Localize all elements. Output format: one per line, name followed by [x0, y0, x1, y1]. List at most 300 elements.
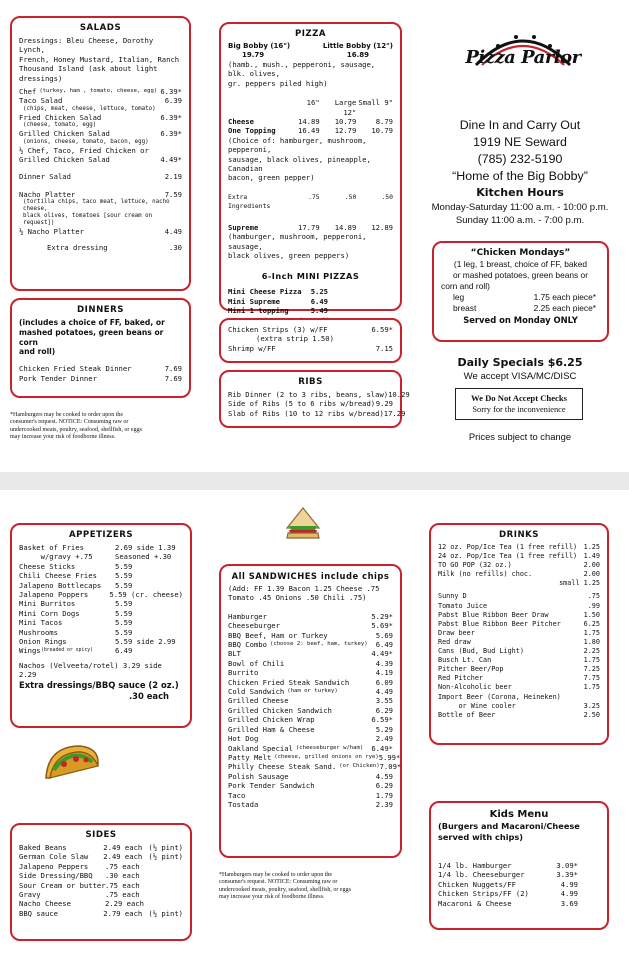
item-price: 6.59* — [371, 715, 393, 725]
item-name: Oakland Special — [228, 743, 293, 753]
item-note — [151, 862, 183, 871]
sandwich-item — [228, 791, 393, 800]
item-price: 3.39* — [556, 870, 578, 880]
sandwiches-section — [219, 564, 402, 858]
item-price: 7.75 — [583, 674, 600, 683]
item-note — [151, 881, 183, 890]
item-name: Pork Tender Sandwich — [228, 781, 315, 791]
kids-item — [438, 880, 600, 889]
item-price: 5.59 — [115, 608, 133, 618]
item-name: ½ Nacho Platter — [19, 227, 84, 237]
item-price: 6.49* — [371, 743, 393, 753]
bobby-description: (hamb., mush., pepperoni, sausage, blk. olives, gr. peppers piled high) — [228, 60, 376, 88]
slogan: “Home of the Big Bobby” — [452, 169, 588, 183]
item-name: Mini Corn Dogs — [19, 608, 80, 618]
salad-detail: (cheese, tomato, egg) — [23, 122, 97, 129]
size-price: .50 — [381, 192, 393, 201]
item-name: Baked Beans — [19, 843, 67, 852]
wings-note: (breaded or spicy) — [41, 648, 93, 654]
item-name: 24 oz. Pop/Ice Tea (1 free refill) — [438, 552, 578, 561]
item-price: 2.69 side 1.39 — [115, 543, 176, 552]
sandwich-item — [228, 659, 393, 668]
item-price: 7.59 — [164, 189, 182, 199]
item-name: Import Beer (Corona, Heineken) — [438, 692, 561, 701]
item-price: 5.25 — [310, 287, 328, 297]
pizza-section — [219, 22, 402, 316]
item-name: BBQ Combo — [228, 640, 267, 650]
side-item — [19, 852, 183, 861]
size-price: .75 — [308, 192, 320, 201]
size-price: 17.79 — [298, 222, 320, 232]
item-name: Chef — [19, 87, 37, 97]
item-name: Sunny D — [438, 592, 467, 601]
appetizer-item — [19, 552, 183, 561]
row-label: Cheese — [228, 117, 254, 127]
item-name: Jalapeno Poppers — [19, 590, 89, 600]
drink-item — [438, 702, 600, 711]
item-name: ½ Chef, Taco, Fried Chicken or — [19, 145, 149, 155]
sandwich-item — [228, 762, 402, 772]
salad-detail: (onions, cheese, tomato, bacon, egg) — [23, 138, 149, 145]
item-price: 5.99* — [378, 752, 401, 762]
drink-item — [438, 611, 600, 620]
item-price: 6.49 — [310, 296, 328, 306]
sandwich-item — [228, 715, 393, 724]
item-price: 5.59 — [115, 599, 133, 609]
size-price: 12.79 — [334, 126, 357, 136]
item-name: Mini Cheese Pizza — [228, 287, 302, 297]
item-name: Mini 1 topping — [228, 306, 289, 316]
logo-text: Pizza Parlor — [465, 47, 581, 68]
item-price: 5.69* — [371, 621, 393, 631]
item-price: 6.39* — [160, 87, 182, 97]
drink-item — [438, 620, 600, 629]
item-price: 4.49* — [371, 649, 393, 659]
item-name: Cold Sandwich — [228, 687, 285, 697]
item-name: Hot Dog — [228, 734, 259, 744]
kids-item — [438, 889, 600, 898]
item-price: 1.25 — [583, 543, 600, 551]
item-name: w/gravy +.75 — [19, 552, 93, 562]
side-item — [19, 890, 183, 899]
pizza-size-header — [228, 98, 393, 117]
item-name: or Wine cooler — [438, 701, 516, 710]
item-price: 6.25 — [583, 619, 600, 628]
item-price: 6.39 — [164, 96, 182, 106]
item-name: Grilled Chicken Sandwich — [228, 705, 332, 715]
item-name: Burrito — [228, 668, 259, 678]
item-name: Chicken Fried Steak Dinner — [19, 364, 132, 374]
item-price: 6.29 — [375, 781, 393, 791]
salads-title: SALADS — [79, 23, 122, 33]
item-name: Non-Alcoholic beer — [438, 683, 512, 692]
side-item — [19, 899, 183, 908]
item-name: Chili Cheese Fries — [19, 571, 97, 581]
taco-icon — [40, 740, 102, 784]
size-price: 12.89 — [371, 222, 393, 232]
item-name: Chicken Nuggets/FF — [438, 879, 516, 889]
drink-item — [438, 629, 600, 638]
item-name: Red draw — [438, 637, 471, 646]
prices-notice: Prices subject to change — [468, 431, 572, 442]
item-name: Mushrooms — [19, 627, 58, 637]
item-name: BLT — [228, 649, 241, 659]
item-price: 2.50 — [583, 710, 600, 719]
item-price: .75 — [587, 592, 600, 601]
salad-detail: (chips, meat, cheese, lettuce, tomato) — [23, 105, 156, 112]
item-name: Nacho Cheese — [19, 899, 71, 909]
item-name: Mini Burritos — [19, 599, 76, 609]
salad-item — [19, 87, 182, 96]
item-name: Tomato Juice — [438, 601, 488, 610]
item-name: 1/4 lb. Cheeseburger — [438, 870, 525, 880]
address: 1919 NE Seward — [473, 135, 567, 149]
item-note: (cheese, grilled onions on rye) — [274, 753, 379, 760]
payment-accepted: We accept VISA/MC/DISC — [463, 371, 577, 382]
drink-item — [438, 647, 600, 656]
item-name: Gravy — [19, 890, 41, 900]
appetizer-item — [19, 543, 183, 552]
sandwich-item — [228, 781, 393, 790]
drink-items — [438, 543, 600, 720]
size-price: Large 12" — [334, 98, 357, 117]
pizza-price-row — [228, 126, 393, 135]
item-name: Hamburger — [228, 611, 267, 621]
item-price: 4.99 — [560, 889, 578, 899]
appetizer-item — [19, 562, 183, 571]
page-separator — [0, 472, 629, 490]
drink-item — [438, 543, 600, 552]
mini-pizza-item — [228, 297, 328, 306]
rib-item — [228, 408, 406, 418]
item-price: 1.50 — [583, 610, 600, 619]
item-price: 1.75 — [583, 628, 600, 637]
item-price: 4.49* — [160, 155, 182, 165]
item-price: 5.59 — [115, 627, 133, 637]
pizza-price-row — [228, 117, 393, 126]
salad-detail: (tortilla chips, taco meat, lettuce, nacho cheese, — [23, 199, 170, 213]
appetizer-item — [19, 599, 183, 608]
item-name: Chicken Fried Steak Sandwich — [228, 677, 350, 687]
item-name: Red Pitcher — [438, 674, 484, 683]
item-price: small 1.25 — [559, 579, 600, 588]
drink-item — [438, 656, 600, 665]
item-name: Pork Tender Dinner — [19, 373, 97, 383]
dinners-section — [10, 298, 191, 398]
dinners-description: (includes a choice of FF, baked, or mashed potatoes, green beans or corn and roll) — [19, 318, 165, 357]
appetizer-item — [19, 571, 183, 580]
size-price: 14.89 — [334, 222, 357, 232]
appetizer-item — [19, 609, 183, 618]
item-name: Polish Sausage — [228, 771, 289, 781]
item-price: .75 each — [105, 861, 140, 871]
drink-item — [438, 552, 600, 561]
sandwich-item — [228, 725, 393, 734]
item-price: 7.25 — [583, 665, 600, 674]
sandwich-item — [228, 678, 393, 687]
daily-specials: Daily Specials $6.25 — [457, 356, 583, 369]
extra-dressing-row: Extra dressing .30 — [47, 242, 182, 252]
item-note — [151, 871, 183, 880]
appetizers-section: APPETIZERS Basket of Fries 2.69 side 1.39 w/gravy +.75 Seasoned +.30 Cheese Sticks 5.59 Chili Cheese Fries 5.59 Jalapeno Bottlecaps 5.59 Jalapeno Poppers 5.59 (cr. cheese) Mini Burritos 5.59 Mini Corn Dogs 5.59 Mini Tacos 5.59 Mushrooms 5.59 Onion Rings 5.59 side 2.99 Wings (breaded or spicy) 6.49 Nachos (Velveeta/rotel) 3.29 side 2.29 Extra dressings/BBQ sauce (2 oz.) .30 each — [10, 523, 192, 728]
item-name: Basket of Fries — [19, 543, 84, 552]
pizza-title: PIZZA — [294, 29, 327, 39]
item-price: 3.25 — [583, 701, 600, 710]
item-name: Wings — [19, 646, 41, 656]
item-name: Cheeseburger — [228, 621, 280, 631]
sandwich-item — [228, 734, 393, 743]
item-price: .75 each — [105, 880, 140, 890]
item-note: (ham or turkey) — [287, 688, 338, 695]
item-name: Side Dressing/BBQ — [19, 871, 93, 881]
item-note — [151, 890, 183, 899]
size-price: 10.79 — [334, 117, 357, 127]
item-price: 9.29 — [375, 399, 393, 409]
item-price: 6.09 — [375, 677, 393, 687]
hours-weekday: Monday-Saturday 11:00 a.m. - 10:00 p.m. — [431, 202, 609, 213]
item-price: 1.80 — [583, 637, 600, 646]
item-note: (cheeseburger w/ham) — [295, 744, 364, 751]
item-price: 5.59 — [115, 571, 133, 581]
item-price: 7.69 — [164, 364, 182, 374]
appetizer-item — [19, 581, 183, 590]
phone-number: (785) 232-5190 — [477, 152, 563, 166]
sandwich-item — [228, 649, 393, 658]
menu-page-bottom — [0, 490, 629, 960]
item-price: 7.09* — [379, 762, 402, 772]
dinners-title: DINNERS — [77, 305, 124, 315]
row-label: Supreme — [228, 222, 259, 232]
item-price: 2.49 each — [103, 843, 143, 852]
item-price: 2.79 each — [103, 908, 143, 918]
nachos-row: Nachos (Velveeta/rotel) 3.29 side 2.29 — [19, 660, 162, 680]
drink-item — [438, 665, 600, 674]
drink-item — [438, 570, 600, 579]
item-price: 6.29 — [375, 705, 393, 715]
pizza-extra-ingredients — [228, 193, 393, 212]
item-name: Grilled Chicken Salad — [19, 155, 110, 165]
sandwich-item — [228, 631, 393, 640]
item-note: (or Chicken) — [339, 763, 380, 770]
item-price: 2.39 — [375, 799, 393, 809]
dinner-item — [19, 364, 182, 373]
food-safety-notice: *Hamburgers may be cooked to order upon the consumer's request. NOTICE: Consuming raw or undercooked meats, poultry, seafood, shellfish, or eggs may increase your risk of foodborne illness. — [10, 412, 142, 441]
item-price: 5.49 — [310, 306, 328, 316]
mini-pizza-items — [228, 287, 328, 315]
sides-title: SIDES — [85, 830, 117, 840]
item-name: Fried Chicken Salad — [19, 112, 102, 122]
item-price: 4.19 — [375, 668, 393, 678]
drink-item — [438, 561, 600, 570]
item-name: BBQ sauce — [19, 908, 58, 918]
item-name: Grilled Ham & Cheese — [228, 724, 315, 734]
item-name: Side of Ribs (5 to 6 ribs w/bread) — [228, 399, 376, 409]
menu-page-top — [0, 0, 629, 472]
salad-item — [19, 155, 182, 164]
supreme-description: (hamburger, mushroom, pepperoni, sausage, black olives, green peppers) — [228, 232, 367, 260]
side-item — [19, 871, 183, 880]
size-price: 16" — [306, 98, 320, 108]
item-name: Pabst Blue Ribbon Beer Pitcher — [438, 619, 561, 628]
kids-items — [438, 861, 600, 908]
item-price: 5.59 — [115, 580, 133, 590]
appetizer-item — [19, 637, 183, 646]
rib-items — [228, 390, 410, 418]
food-safety-notice-bottom: *Hamburgers may be cooked to order upon the consumer's request. NOTICE: Consuming raw or undercooked meats, poultry, seafood, shellfish, or eggs may increase your risk of foodborne illness. — [219, 872, 351, 901]
kids-item — [438, 861, 600, 870]
drink-item — [438, 638, 600, 647]
item-price: 4.49 — [164, 227, 182, 237]
hours-sunday: Sunday 11:00 a.m. - 7:00 p.m. — [455, 215, 585, 226]
item-price: 7.69 — [164, 373, 182, 383]
item-name: Nacho Platter — [19, 189, 76, 199]
sandwich-item — [228, 706, 393, 715]
item-price: 3.55 — [375, 696, 393, 706]
salad-item — [19, 146, 182, 155]
chicken-strips-section: Chicken Strips (3) w/FF 6.59* (extra strip 1.50) Shrimp w/FF 7.15 — [219, 318, 402, 363]
item-name: Cans (Bud, Bud Light) — [438, 647, 524, 656]
sandwich-item — [228, 668, 393, 677]
item-price: 3.69 — [560, 898, 578, 908]
size-price: Small 9" — [358, 98, 393, 108]
sandwich-item — [228, 621, 393, 630]
item-price: 2.19 — [164, 172, 182, 182]
sandwiches-title: All SANDWICHES include chips — [231, 571, 390, 581]
item-price: 6.39* — [160, 129, 182, 139]
item-name: German Cole Slaw — [19, 852, 89, 862]
item-price: 4.39 — [375, 658, 393, 668]
item-name: Rib Dinner (2 to 3 ribs, beans, slaw) — [228, 390, 389, 399]
item-price: 6.39* — [160, 112, 182, 122]
kids-title: Kids Menu — [489, 809, 549, 820]
size-price: 8.79 — [375, 117, 393, 127]
item-name: Jalapeno Peppers — [19, 861, 89, 871]
appetizer-item — [19, 628, 183, 637]
item-note: (½ pint) — [148, 908, 183, 918]
item-name: Pitcher Beer/Pop — [438, 665, 504, 674]
salads-section — [10, 16, 191, 291]
item-name: Chicken Strips/FF (2) — [438, 889, 529, 899]
item-note: (½ pint) — [148, 843, 183, 852]
appetizer-item — [19, 646, 183, 655]
item-price: .99 — [587, 601, 600, 610]
item-price: 17.29 — [383, 408, 406, 418]
specials-info — [420, 356, 620, 383]
drinks-title: DRINKS — [499, 530, 539, 540]
salad-item — [19, 96, 182, 105]
item-price: 5.69 — [375, 630, 393, 640]
size-price: 14.89 — [298, 117, 320, 127]
item-name: Jalapeno Bottlecaps — [19, 580, 102, 590]
dinner-item — [19, 374, 182, 383]
restaurant-info — [420, 117, 620, 227]
item-name: Onion Rings — [19, 637, 67, 647]
dinner-items — [19, 364, 182, 383]
item-price: 5.29* — [371, 611, 393, 621]
mini-pizza-item — [228, 306, 328, 315]
service-type: Dine In and Carry Out — [459, 118, 581, 132]
drink-item — [438, 579, 600, 588]
sides-section — [10, 823, 192, 941]
appetizers-title: APPETIZERS — [68, 530, 134, 540]
item-name: Taco — [228, 790, 246, 800]
item-name: Pabst Blue Ribbon Beer Draw — [438, 610, 549, 619]
side-item — [19, 843, 183, 852]
drink-item — [438, 674, 600, 683]
sandwich-item — [228, 744, 393, 753]
item-name: Macaroni & Cheese — [438, 898, 512, 908]
kids-item — [438, 870, 600, 879]
kids-menu-section: Kids Menu (Burgers and Macaroni/Cheese served with chips) 1/4 lb. Hamburger 3.09* 1/4 lb. Cheeseburger 3.39* Chicken Nuggets/FF 4.99 Chicken Strips/FF (2) 4.99 Macaroni & Cheese 3.69 — [429, 801, 609, 930]
item-price: .75 each — [105, 890, 140, 900]
no-checks-notice: We Do Not Accept Checks Sorry for the inconvenience — [455, 388, 583, 420]
item-name: Slab of Ribs (10 to 12 ribs w/bread) — [228, 408, 384, 418]
item-price: 2.49 — [375, 734, 393, 744]
item-price: 1.75 — [583, 656, 600, 665]
drink-item — [438, 602, 600, 611]
salad-item — [19, 129, 182, 138]
sandwich-addons: (Add: FF 1.39 Bacon 1.25 Cheese .75 Tomato .45 Onions .50 Chili .75) — [228, 584, 380, 603]
item-name: Bowl of Chili — [228, 658, 285, 668]
item-price: 5.59 — [115, 618, 133, 628]
row-label: Extra Ingredients — [228, 192, 271, 211]
item-name: 12 oz. Pop/Ice Tea (1 free refill) — [438, 543, 578, 551]
item-price: .30 each — [105, 871, 140, 881]
item-price: 10.29 — [388, 390, 410, 399]
item-name: Grilled Chicken Salad — [19, 129, 110, 139]
item-price: 5.59 — [115, 561, 133, 571]
item-price: 2.00 — [583, 561, 600, 570]
drink-item — [438, 683, 600, 692]
pizza-choices: (Choice of: hamburger, mushroom, pepperoni, sausage, black olives, pineapple, Canadian bacon, green pepper) — [228, 135, 371, 183]
chicken-mondays-section: “Chicken Mondays” (1 leg, 1 breast, choice of FF, baked or mashed potatoes, green beans or corn and roll) leg 1.75 each piece* breast 2.25 each piece* Served on Monday ONLY — [432, 241, 609, 342]
item-name: 1/4 lb. Hamburger — [438, 861, 512, 870]
item-price: 4.99 — [560, 879, 578, 889]
side-item — [19, 862, 183, 871]
item-price: 3.09* — [556, 861, 578, 870]
size-price: 16.49 — [298, 126, 320, 136]
pizza-price-rows — [228, 117, 393, 136]
bobby-pizzas: Big Bobby (16") 19.79 Little Bobby (12") 16.89 — [228, 42, 393, 59]
item-price: 6.49 — [115, 646, 133, 656]
item-name: Mini Tacos — [19, 618, 63, 628]
item-name: Patty Melt — [228, 752, 272, 762]
item-price: 4.59 — [375, 771, 393, 781]
kids-item — [438, 899, 600, 908]
item-name: Philly Cheese Steak Sand. — [228, 762, 337, 772]
appetizer-item — [19, 618, 183, 627]
sandwich-item — [228, 687, 393, 696]
item-price: 5.59 side 2.99 — [115, 637, 176, 647]
extra-dressing-bbq: Extra dressings/BBQ sauce (2 oz.) — [19, 679, 179, 690]
size-price: 10.79 — [371, 126, 393, 136]
item-note: (turkey, ham , tomato, cheese, egg) — [39, 88, 158, 95]
item-name: Mini Supreme — [228, 296, 280, 306]
appetizer-item — [19, 590, 183, 599]
sandwich-item — [228, 696, 393, 705]
item-price: 2.29 each — [105, 899, 144, 909]
item-name: Milk (no refills) choc. — [438, 570, 533, 579]
salad-item — [19, 113, 182, 122]
item-name: Dinner Salad — [19, 172, 71, 182]
item-price: 6.49 — [375, 640, 393, 650]
sandwich-items — [228, 611, 402, 810]
rib-item — [228, 390, 410, 399]
item-name: Bottle of Beer — [438, 710, 496, 719]
item-name: Cheese Sticks — [19, 561, 76, 571]
item-price: 1.49 — [583, 552, 600, 561]
item-note: (½ pint) — [148, 852, 183, 862]
